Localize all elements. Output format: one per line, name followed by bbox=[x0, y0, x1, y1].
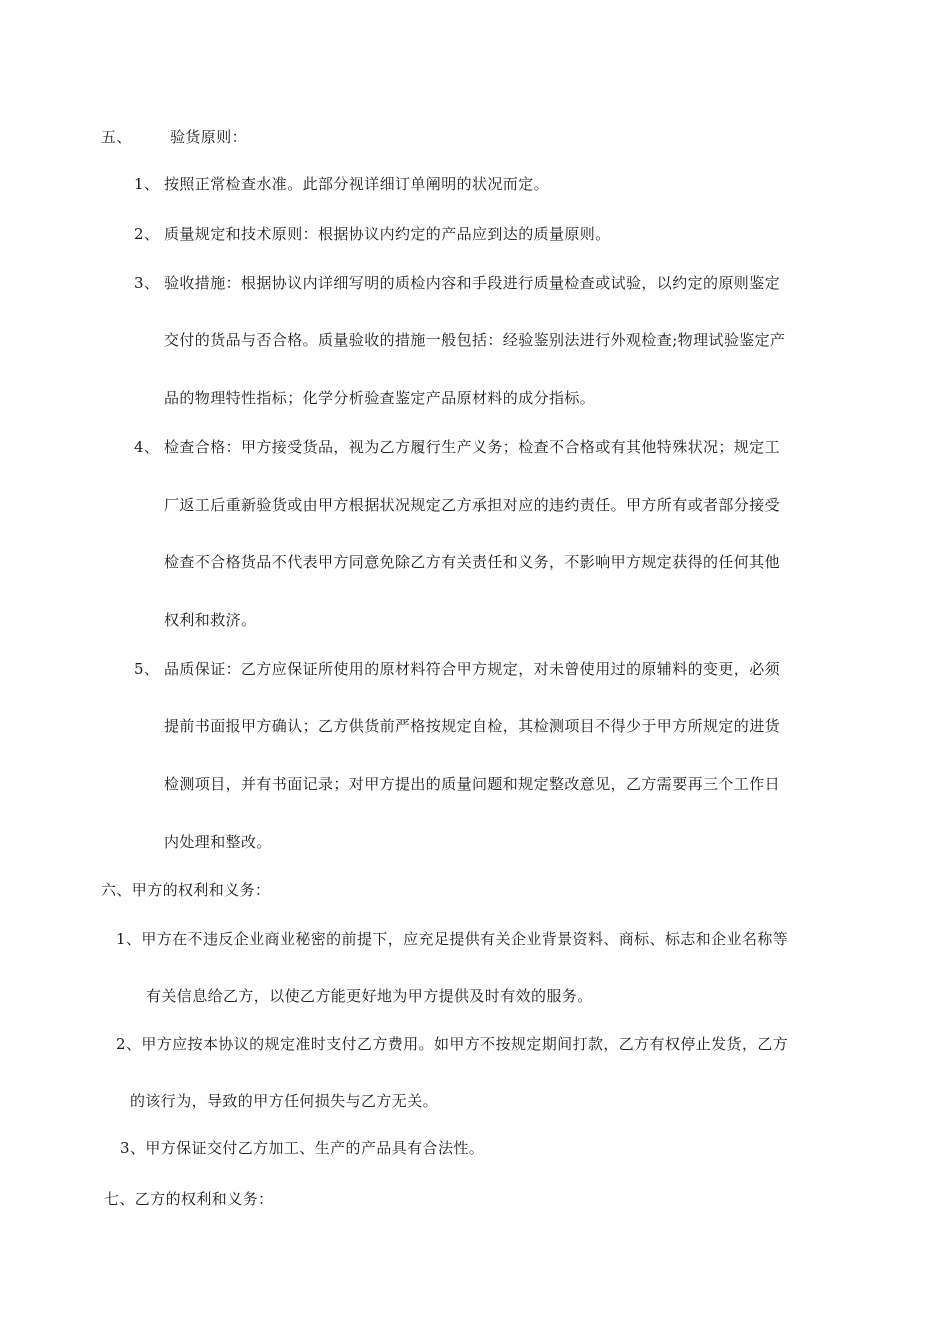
item-number: 2、 bbox=[134, 225, 160, 243]
item-text: 按照正常检查水准。此部分视详细订单阐明的状况而定。 bbox=[164, 175, 550, 193]
item-text: 检查合格：甲方接受货品，视为乙方履行生产义务；检查不合格或有其他特殊状况；规定工 bbox=[164, 438, 781, 456]
item-text: 提前书面报甲方确认；乙方供货前严格按规定自检，其检测项目不得少于甲方所规定的进货 bbox=[164, 717, 781, 735]
item-number: 4、 bbox=[134, 438, 160, 456]
item-text: 的该行为，导致的甲方任何损失与乙方无关。 bbox=[130, 1092, 439, 1110]
item-text: 检查不合格货品不代表甲方同意免除乙方有关责任和义务，不影响甲方规定获得的任何其他 bbox=[164, 553, 781, 571]
item-text: 质量规定和技术原则：根据协议内约定的产品应到达的质量原则。 bbox=[164, 225, 611, 243]
section-6-title: 六、甲方的权利和义务： bbox=[101, 881, 271, 899]
item-text: 检测项目，并有书面记录；对甲方提出的质量问题和规定整改意见，乙方需要再三个工作日 bbox=[164, 775, 781, 793]
item-text: 权利和救济。 bbox=[164, 611, 257, 629]
item-text: 验收措施：根据协议内详细写明的质检内容和手段进行质量检查或试验，以约定的原则鉴定 bbox=[164, 274, 781, 292]
section-5-title: 验货原则： bbox=[170, 128, 248, 146]
section-5-number: 五、 bbox=[101, 128, 132, 146]
item-text: 品的物理特性指标；化学分析验查鉴定产品原材料的成分指标。 bbox=[164, 389, 596, 407]
item-text: 品质保证：乙方应保证所使用的原材料符合甲方规定，对未曾使用过的原辅料的变更，必须 bbox=[164, 660, 781, 678]
item-text: 交付的货品与否合格。质量验收的措施一般包括：经验鉴别法进行外观检查;物理试验鉴定产 bbox=[164, 331, 786, 349]
item-number: 5、 bbox=[134, 660, 160, 678]
item-number: 1、 bbox=[134, 175, 160, 193]
item-number: 3、 bbox=[134, 274, 160, 292]
item-text: 有关信息给乙方，以使乙方能更好地为甲方提供及时有效的服务。 bbox=[146, 987, 593, 1005]
item-text: 2、甲方应按本协议的规定准时支付乙方费用。如甲方不按规定期间打款，乙方有权停止发货，乙方 bbox=[116, 1035, 789, 1053]
item-text: 1、甲方在不违反企业商业秘密的前提下，应充足提供有关企业背景资料、商标、标志和企业名称等 bbox=[116, 930, 789, 948]
item-text: 内处理和整改。 bbox=[164, 833, 272, 851]
item-text: 3、甲方保证交付乙方加工、生产的产品具有合法性。 bbox=[120, 1139, 485, 1157]
section-7-title: 七、乙方的权利和义务： bbox=[104, 1190, 274, 1208]
item-text: 厂返工后重新验货或由甲方根据状况规定乙方承担对应的违约责任。甲方所有或者部分接受 bbox=[164, 496, 781, 514]
